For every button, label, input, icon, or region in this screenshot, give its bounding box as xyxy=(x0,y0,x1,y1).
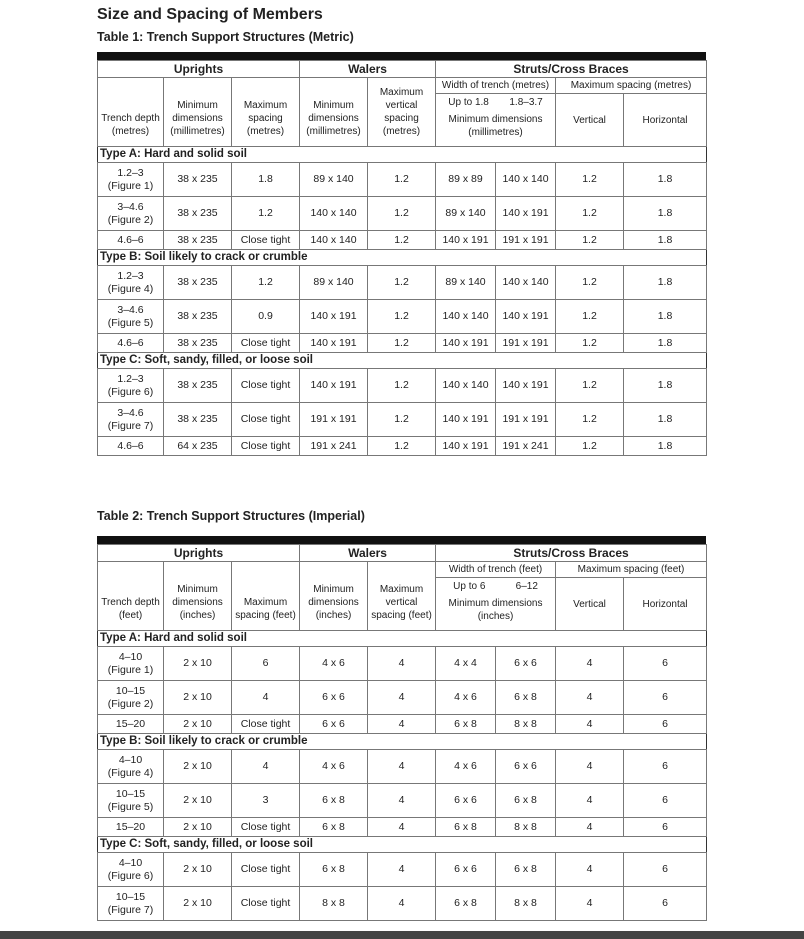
struts-up-to-cell: 89 x 140 xyxy=(436,197,496,231)
figure-reference: (Figure 7) xyxy=(107,419,154,432)
struts-up-to-cell: 4 x 6 xyxy=(436,681,496,715)
walers-min-dim-cell: 140 x 191 xyxy=(300,369,368,403)
figure-reference: (Figure 5) xyxy=(107,316,154,329)
walers-max-vert-spacing-cell: 1.2 xyxy=(368,403,436,437)
struts-range-cell: 191 x 191 xyxy=(496,231,556,250)
horizontal-header: Horizontal xyxy=(624,578,707,631)
table-row xyxy=(98,231,707,250)
trench-depth-cell xyxy=(98,231,164,250)
section-row xyxy=(98,837,707,853)
table-row xyxy=(98,715,707,734)
trench-width-header: Width of trench (feet) xyxy=(436,562,556,578)
walers-max-vert-spacing-cell: 4 xyxy=(368,750,436,784)
struts-up-to-cell: 6 x 8 xyxy=(436,818,496,837)
struts-range-cell: 6 x 8 xyxy=(496,853,556,887)
walers-min-dim-cell: 191 x 191 xyxy=(300,403,368,437)
uprights-group-header: Uprights xyxy=(98,61,300,78)
horizontal-spacing-cell: 1.8 xyxy=(624,231,707,250)
width-up-to-label: Up to 6 xyxy=(453,581,486,592)
trench-depth-cell xyxy=(98,887,164,921)
soil-type-label: Type C: Soft, sandy, filled, or loose soil xyxy=(98,837,707,853)
uprights-min-dim-cell: 2 x 10 xyxy=(164,750,232,784)
struts-up-to-cell: 6 x 8 xyxy=(436,715,496,734)
horizontal-spacing-cell: 6 xyxy=(624,647,707,681)
trench-depth-cell xyxy=(98,197,164,231)
horizontal-spacing-cell: 6 xyxy=(624,681,707,715)
horizontal-spacing-cell: 6 xyxy=(624,784,707,818)
walers-group-header: Walers xyxy=(300,61,436,78)
vertical-spacing-cell: 1.2 xyxy=(556,403,624,437)
struts-up-to-cell: 140 x 191 xyxy=(436,231,496,250)
table-row xyxy=(98,750,707,784)
trench-width-header: Width of trench (metres) xyxy=(436,78,556,94)
struts-range-cell: 140 x 191 xyxy=(496,300,556,334)
width-range-label: 1.8–3.7 xyxy=(509,97,543,108)
struts-range-cell: 8 x 8 xyxy=(496,715,556,734)
trench-depth-cell xyxy=(98,818,164,837)
struts-min-dim-label: Minimum dimensions (millimetres) xyxy=(448,114,543,138)
walers-min-dim-cell: 8 x 8 xyxy=(300,887,368,921)
trench-depth-cell xyxy=(98,750,164,784)
depth-value: 4.6–6 xyxy=(117,336,144,349)
walers-min-dim-cell: 140 x 191 xyxy=(300,300,368,334)
uprights-max-spacing-header: Maximum spacing (metres) xyxy=(232,78,300,147)
uprights-max-spacing-cell: 3 xyxy=(232,784,300,818)
walers-min-dim-cell: 6 x 8 xyxy=(300,784,368,818)
figure-reference: (Figure 6) xyxy=(107,869,154,882)
soil-type-label: Type A: Hard and solid soil xyxy=(98,631,707,647)
uprights-min-dim-cell: 2 x 10 xyxy=(164,681,232,715)
trench-depth-cell xyxy=(98,266,164,300)
trench-depth-cell xyxy=(98,369,164,403)
struts-min-dim-label: Minimum dimensions (inches) xyxy=(448,598,543,622)
horizontal-spacing-cell: 1.8 xyxy=(624,369,707,403)
depth-value: 10–15 xyxy=(115,787,146,800)
horizontal-spacing-cell: 6 xyxy=(624,818,707,837)
table-row xyxy=(98,887,707,921)
trench-depth-cell xyxy=(98,647,164,681)
uprights-min-dim-header: Minimum dimensions (inches) xyxy=(164,562,232,631)
uprights-min-dim-cell: 2 x 10 xyxy=(164,784,232,818)
figure-reference: (Figure 6) xyxy=(107,385,154,398)
trench-depth-header: Trench depth (feet) xyxy=(98,562,164,631)
section-row xyxy=(98,631,707,647)
walers-min-dim-cell: 140 x 191 xyxy=(300,334,368,353)
vertical-spacing-cell: 4 xyxy=(556,818,624,837)
table-row xyxy=(98,334,707,353)
horizontal-spacing-cell: 6 xyxy=(624,715,707,734)
table-row xyxy=(98,163,707,197)
vertical-spacing-cell: 1.2 xyxy=(556,197,624,231)
horizontal-spacing-cell: 6 xyxy=(624,750,707,784)
struts-up-to-cell: 6 x 8 xyxy=(436,887,496,921)
walers-max-vert-spacing-cell: 1.2 xyxy=(368,437,436,456)
struts-up-to-cell: 140 x 191 xyxy=(436,403,496,437)
walers-max-vert-spacing-cell: 1.2 xyxy=(368,334,436,353)
trench-depth-cell xyxy=(98,403,164,437)
metric-table xyxy=(97,60,707,456)
walers-max-vert-spacing-cell: 4 xyxy=(368,647,436,681)
vertical-header: Vertical xyxy=(556,94,624,147)
vertical-spacing-cell: 1.2 xyxy=(556,300,624,334)
depth-value: 3–4.6 xyxy=(117,406,144,419)
depth-value: 1.2–3 xyxy=(117,269,144,282)
depth-value: 4.6–6 xyxy=(117,233,144,246)
vertical-spacing-cell: 4 xyxy=(556,681,624,715)
walers-max-vert-spacing-header: Maximum vertical spacing (feet) xyxy=(368,562,436,631)
section-row xyxy=(98,734,707,750)
horizontal-spacing-cell: 1.8 xyxy=(624,334,707,353)
walers-min-dim-cell: 4 x 6 xyxy=(300,750,368,784)
struts-range-cell: 140 x 191 xyxy=(496,369,556,403)
horizontal-spacing-cell: 1.8 xyxy=(624,266,707,300)
trench-depth-cell xyxy=(98,715,164,734)
uprights-max-spacing-cell: Close tight xyxy=(232,818,300,837)
struts-range-cell: 8 x 8 xyxy=(496,887,556,921)
table-row xyxy=(98,266,707,300)
walers-min-dim-cell: 6 x 6 xyxy=(300,715,368,734)
section-row xyxy=(98,353,707,369)
uprights-min-dim-cell: 2 x 10 xyxy=(164,715,232,734)
uprights-max-spacing-cell: Close tight xyxy=(232,437,300,456)
width-range-label: 6–12 xyxy=(515,581,538,592)
table-2-title: Table 2: Trench Support Structures (Imperial) xyxy=(97,509,365,523)
figure-reference: (Figure 2) xyxy=(107,213,154,226)
horizontal-spacing-cell: 1.8 xyxy=(624,300,707,334)
uprights-max-spacing-cell: 1.2 xyxy=(232,197,300,231)
document-title: Size and Spacing of Members xyxy=(97,6,323,23)
walers-min-dim-cell: 89 x 140 xyxy=(300,163,368,197)
trench-depth-cell xyxy=(98,681,164,715)
uprights-group-header: Uprights xyxy=(98,545,300,562)
vertical-spacing-cell: 4 xyxy=(556,784,624,818)
struts-range-cell: 6 x 8 xyxy=(496,784,556,818)
metric-table-body xyxy=(98,147,707,456)
horizontal-spacing-cell: 1.8 xyxy=(624,163,707,197)
trench-depth-header: Trench depth (metres) xyxy=(98,78,164,147)
vertical-spacing-cell: 1.2 xyxy=(556,231,624,250)
uprights-min-dim-cell: 2 x 10 xyxy=(164,887,232,921)
horizontal-spacing-cell: 1.8 xyxy=(624,437,707,456)
struts-up-to-cell: 140 x 140 xyxy=(436,369,496,403)
walers-max-vert-spacing-header: Maximum vertical spacing (metres) xyxy=(368,78,436,147)
depth-value: 15–20 xyxy=(115,820,146,833)
vertical-spacing-cell: 4 xyxy=(556,853,624,887)
table-1-top-rule xyxy=(97,52,706,60)
depth-value: 10–15 xyxy=(115,684,146,697)
vertical-spacing-cell: 1.2 xyxy=(556,334,624,353)
soil-type-label: Type C: Soft, sandy, filled, or loose soil xyxy=(98,353,707,369)
uprights-min-dim-cell: 2 x 10 xyxy=(164,853,232,887)
horizontal-spacing-cell: 6 xyxy=(624,887,707,921)
struts-width-cell xyxy=(436,578,556,631)
uprights-min-dim-header: Minimum dimensions (millimetres) xyxy=(164,78,232,147)
vertical-spacing-cell: 1.2 xyxy=(556,163,624,197)
table-row xyxy=(98,437,707,456)
uprights-max-spacing-cell: 1.2 xyxy=(232,266,300,300)
depth-value: 3–4.6 xyxy=(117,303,144,316)
uprights-max-spacing-cell: Close tight xyxy=(232,853,300,887)
trench-depth-cell xyxy=(98,163,164,197)
vertical-header: Vertical xyxy=(556,578,624,631)
walers-min-dim-header: Minimum dimensions (millimetres) xyxy=(300,78,368,147)
struts-up-to-cell: 6 x 6 xyxy=(436,784,496,818)
walers-min-dim-cell: 6 x 6 xyxy=(300,681,368,715)
struts-range-cell: 191 x 241 xyxy=(496,437,556,456)
struts-range-cell: 191 x 191 xyxy=(496,334,556,353)
soil-type-label: Type B: Soil likely to crack or crumble xyxy=(98,734,707,750)
depth-value: 1.2–3 xyxy=(117,372,144,385)
vertical-spacing-cell: 4 xyxy=(556,887,624,921)
depth-value: 1.2–3 xyxy=(117,166,144,179)
imperial-table xyxy=(97,544,707,921)
table-1 xyxy=(97,52,706,456)
uprights-min-dim-cell: 64 x 235 xyxy=(164,437,232,456)
walers-max-vert-spacing-cell: 4 xyxy=(368,818,436,837)
vertical-spacing-cell: 1.2 xyxy=(556,369,624,403)
uprights-max-spacing-cell: Close tight xyxy=(232,403,300,437)
struts-up-to-cell: 4 x 6 xyxy=(436,750,496,784)
walers-max-vert-spacing-cell: 1.2 xyxy=(368,231,436,250)
trench-depth-cell xyxy=(98,300,164,334)
trench-depth-cell xyxy=(98,437,164,456)
uprights-min-dim-cell: 38 x 235 xyxy=(164,231,232,250)
struts-up-to-cell: 140 x 140 xyxy=(436,300,496,334)
soil-type-label: Type B: Soil likely to crack or crumble xyxy=(98,250,707,266)
depth-value: 4–10 xyxy=(118,650,143,663)
struts-width-cell xyxy=(436,94,556,147)
figure-reference: (Figure 1) xyxy=(107,663,154,676)
figure-reference: (Figure 4) xyxy=(107,282,154,295)
soil-type-label: Type A: Hard and solid soil xyxy=(98,147,707,163)
uprights-max-spacing-cell: Close tight xyxy=(232,369,300,403)
imperial-table-body xyxy=(98,631,707,921)
depth-value: 3–4.6 xyxy=(117,200,144,213)
uprights-max-spacing-cell: 6 xyxy=(232,647,300,681)
window-bottom-edge xyxy=(0,931,804,939)
max-spacing-header: Maximum spacing (metres) xyxy=(556,78,707,94)
struts-range-cell: 6 x 8 xyxy=(496,681,556,715)
depth-value: 15–20 xyxy=(115,717,146,730)
walers-max-vert-spacing-cell: 4 xyxy=(368,681,436,715)
uprights-min-dim-cell: 38 x 235 xyxy=(164,163,232,197)
horizontal-spacing-cell: 6 xyxy=(624,853,707,887)
struts-up-to-cell: 89 x 89 xyxy=(436,163,496,197)
figure-reference: (Figure 7) xyxy=(107,903,154,916)
table-row xyxy=(98,369,707,403)
table-row xyxy=(98,300,707,334)
walers-max-vert-spacing-cell: 4 xyxy=(368,853,436,887)
table-row xyxy=(98,784,707,818)
walers-min-dim-cell: 140 x 140 xyxy=(300,197,368,231)
uprights-max-spacing-cell: 4 xyxy=(232,750,300,784)
vertical-spacing-cell: 1.2 xyxy=(556,266,624,300)
vertical-spacing-cell: 4 xyxy=(556,715,624,734)
uprights-max-spacing-cell: 4 xyxy=(232,681,300,715)
struts-up-to-cell: 140 x 191 xyxy=(436,437,496,456)
uprights-min-dim-cell: 38 x 235 xyxy=(164,266,232,300)
walers-max-vert-spacing-cell: 1.2 xyxy=(368,163,436,197)
table-row xyxy=(98,818,707,837)
horizontal-spacing-cell: 1.8 xyxy=(624,197,707,231)
struts-up-to-cell: 4 x 4 xyxy=(436,647,496,681)
struts-range-cell: 6 x 6 xyxy=(496,750,556,784)
uprights-min-dim-cell: 38 x 235 xyxy=(164,300,232,334)
uprights-min-dim-cell: 38 x 235 xyxy=(164,369,232,403)
depth-value: 4–10 xyxy=(118,856,143,869)
uprights-min-dim-cell: 38 x 235 xyxy=(164,334,232,353)
vertical-spacing-cell: 1.2 xyxy=(556,437,624,456)
walers-max-vert-spacing-cell: 1.2 xyxy=(368,300,436,334)
table-row xyxy=(98,403,707,437)
width-up-to-label: Up to 1.8 xyxy=(448,97,489,108)
table-row xyxy=(98,197,707,231)
struts-up-to-cell: 6 x 6 xyxy=(436,853,496,887)
depth-value: 4–10 xyxy=(118,753,143,766)
struts-range-cell: 191 x 191 xyxy=(496,403,556,437)
uprights-max-spacing-cell: Close tight xyxy=(232,334,300,353)
depth-value: 10–15 xyxy=(115,890,146,903)
struts-group-header: Struts/Cross Braces xyxy=(436,61,707,78)
uprights-min-dim-cell: 38 x 235 xyxy=(164,403,232,437)
uprights-min-dim-cell: 2 x 10 xyxy=(164,647,232,681)
horizontal-header: Horizontal xyxy=(624,94,707,147)
walers-group-header: Walers xyxy=(300,545,436,562)
walers-min-dim-cell: 140 x 140 xyxy=(300,231,368,250)
uprights-max-spacing-cell: 1.8 xyxy=(232,163,300,197)
table-2-top-rule xyxy=(97,536,706,544)
struts-up-to-cell: 140 x 191 xyxy=(436,334,496,353)
table-2 xyxy=(97,536,706,921)
uprights-max-spacing-header: Maximum spacing (feet) xyxy=(232,562,300,631)
struts-group-header: Struts/Cross Braces xyxy=(436,545,707,562)
struts-range-cell: 6 x 6 xyxy=(496,647,556,681)
walers-min-dim-header: Minimum dimensions (inches) xyxy=(300,562,368,631)
struts-range-cell: 140 x 140 xyxy=(496,266,556,300)
walers-min-dim-cell: 89 x 140 xyxy=(300,266,368,300)
walers-min-dim-cell: 4 x 6 xyxy=(300,647,368,681)
trench-depth-cell xyxy=(98,334,164,353)
trench-depth-cell xyxy=(98,853,164,887)
section-row xyxy=(98,147,707,163)
walers-max-vert-spacing-cell: 4 xyxy=(368,887,436,921)
figure-reference: (Figure 5) xyxy=(107,800,154,813)
walers-min-dim-cell: 191 x 241 xyxy=(300,437,368,456)
struts-range-cell: 8 x 8 xyxy=(496,818,556,837)
uprights-max-spacing-cell: Close tight xyxy=(232,715,300,734)
uprights-max-spacing-cell: Close tight xyxy=(232,887,300,921)
table-row xyxy=(98,647,707,681)
vertical-spacing-cell: 4 xyxy=(556,750,624,784)
figure-reference: (Figure 4) xyxy=(107,766,154,779)
uprights-max-spacing-cell: Close tight xyxy=(232,231,300,250)
table-1-title: Table 1: Trench Support Structures (Metric) xyxy=(97,30,354,44)
table-row xyxy=(98,681,707,715)
walers-min-dim-cell: 6 x 8 xyxy=(300,853,368,887)
figure-reference: (Figure 1) xyxy=(107,179,154,192)
walers-max-vert-spacing-cell: 4 xyxy=(368,784,436,818)
depth-value: 4.6–6 xyxy=(117,439,144,452)
max-spacing-header: Maximum spacing (feet) xyxy=(556,562,707,578)
walers-max-vert-spacing-cell: 1.2 xyxy=(368,266,436,300)
vertical-spacing-cell: 4 xyxy=(556,647,624,681)
uprights-min-dim-cell: 2 x 10 xyxy=(164,818,232,837)
walers-max-vert-spacing-cell: 1.2 xyxy=(368,197,436,231)
trench-depth-cell xyxy=(98,784,164,818)
table-row xyxy=(98,853,707,887)
figure-reference: (Figure 2) xyxy=(107,697,154,710)
uprights-max-spacing-cell: 0.9 xyxy=(232,300,300,334)
walers-max-vert-spacing-cell: 4 xyxy=(368,715,436,734)
struts-range-cell: 140 x 140 xyxy=(496,163,556,197)
struts-range-cell: 140 x 191 xyxy=(496,197,556,231)
struts-up-to-cell: 89 x 140 xyxy=(436,266,496,300)
walers-max-vert-spacing-cell: 1.2 xyxy=(368,369,436,403)
horizontal-spacing-cell: 1.8 xyxy=(624,403,707,437)
uprights-min-dim-cell: 38 x 235 xyxy=(164,197,232,231)
walers-min-dim-cell: 6 x 8 xyxy=(300,818,368,837)
section-row xyxy=(98,250,707,266)
